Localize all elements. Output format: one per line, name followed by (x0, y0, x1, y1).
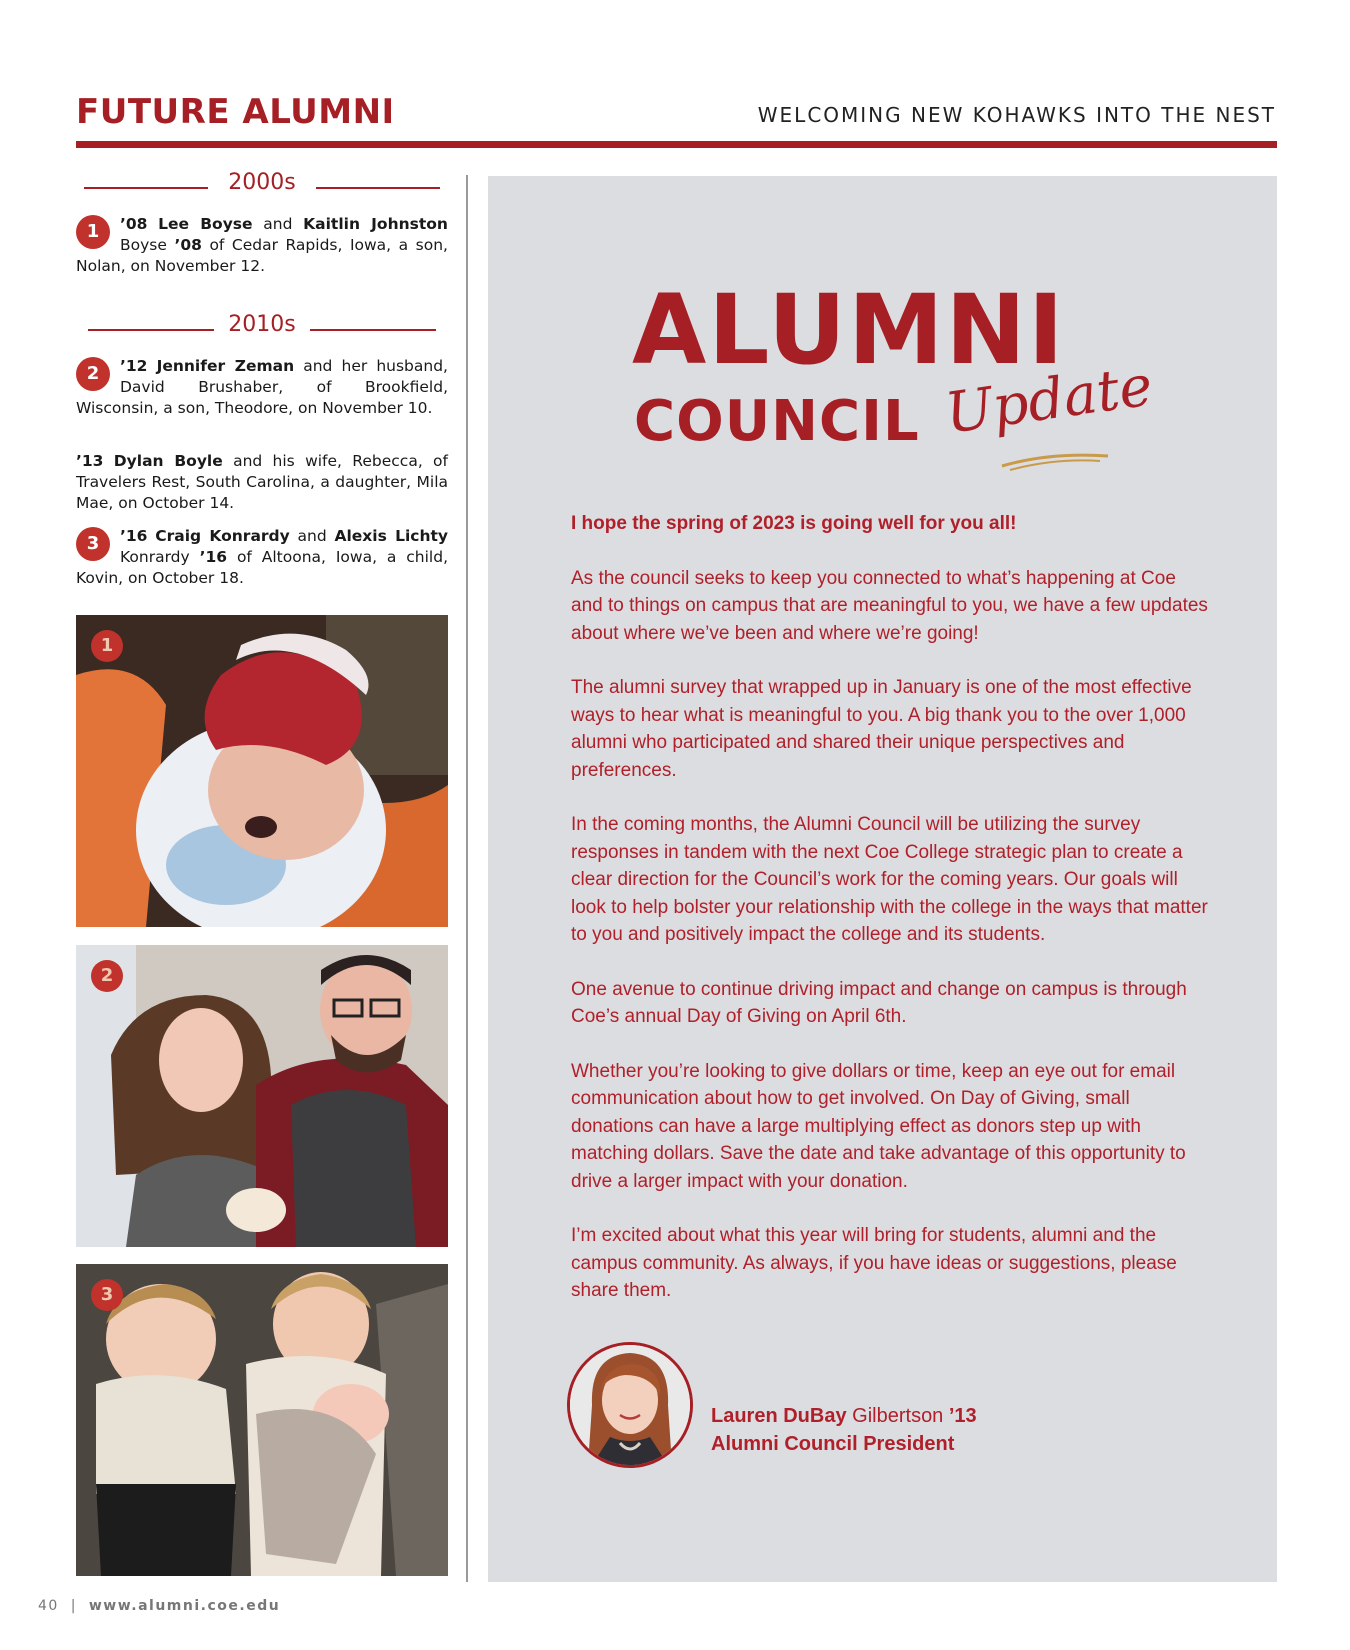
signature-first-name: Lauren DuBay (711, 1405, 847, 1427)
photo-newborn-1 (76, 615, 448, 927)
heading-council: COUNCIL (634, 389, 920, 454)
page-number: 40 (38, 1598, 59, 1614)
signature-block (711, 1402, 977, 1458)
decade-heading-2010s: 2010s (76, 312, 448, 337)
photo-newborn-2 (76, 945, 448, 1247)
letter-greeting: I hope the spring of 2023 is going well for you all! (571, 513, 1017, 534)
photo-number-badge: 3 (91, 1279, 123, 1311)
heading-update-script: Update (941, 353, 1157, 447)
footer-url[interactable]: www.alumni.coe.edu (88, 1598, 281, 1614)
announcement-entry: 3 ’16 Craig Konrardy and Alexis Lichty Konrardy ’16 of Altoona, Iowa, a child, Kovin, on October 18. (76, 527, 449, 587)
footer-separator: | (70, 1598, 77, 1614)
swash-underline-icon (1000, 448, 1110, 472)
heading-alumni: ALUMNI (632, 274, 1066, 386)
announcement-entry: 1 ’08 Lee Boyse and Kaitlin Johnston Boyse ’08 of Cedar Rapids, Iowa, a son, Nolan, on November 12. (76, 215, 448, 275)
letter-paragraph: In the coming months, the Alumni Council will be utilizing the survey responses in tandem with the next Coe College strategic plan to create a clear direction for the Council’s work for the coming years. Our goals will look to help bolster your relationship with the college in the ways that matter to you and positively impact the college and its students. (571, 814, 1208, 945)
letter-paragraph: As the council seeks to keep you connected to what’s happening at Coe and to things on campus that are meaningful to you, we have a few updates about where we’ve been and where we’re going! (571, 567, 1208, 644)
signature-last-name: Gilbertson (852, 1405, 944, 1427)
signature-class-year: ’13 (948, 1405, 977, 1427)
number-badge: 1 (76, 215, 110, 249)
letter-paragraph: One avenue to continue driving impact and change on campus is through Coe’s annual Day of Giving on April 6th. (571, 978, 1187, 1027)
number-badge: 2 (76, 357, 110, 391)
signature-role: Alumni Council President (711, 1433, 955, 1455)
section-tagline: WELCOMING NEW KOHAWKS INTO THE NEST (757, 103, 1276, 127)
portrait-illustration (570, 1345, 690, 1465)
family-photo-illustration (76, 945, 448, 1247)
column-divider (466, 175, 468, 1582)
page-footer (38, 1598, 280, 1614)
number-badge: 3 (76, 527, 110, 561)
header-rule (76, 141, 1277, 148)
siblings-photo-illustration (76, 1264, 448, 1576)
photo-number-badge: 2 (91, 960, 123, 992)
decade-heading-2000s: 2000s (76, 170, 448, 195)
letter-paragraph: I’m excited about what this year will bring for students, alumni and the campus community. As always, if you have ideas or suggestions, please share them. (571, 1225, 1177, 1301)
announcement-entry: 2 ’12 Jennifer Zeman and her husband, David Brushaber, of Brookfield, Wisconsin, a son, Theodore, on November 10. (76, 357, 448, 417)
newborn-photo-illustration (76, 615, 448, 927)
announcement-entry: ’13 Dylan Boyle and his wife, Rebecca, of Travelers Rest, South Carolina, a daughter, Mila Mae, on October 14. (76, 452, 448, 512)
council-letter (571, 510, 1211, 1332)
photo-number-badge: 1 (91, 630, 123, 662)
photo-newborn-3 (76, 1264, 448, 1576)
letter-paragraph: The alumni survey that wrapped up in January is one of the most effective ways to hear what is meaningful to you. A big thank you to the over 1,000 alumni who participated and shared their unique perspectives and preferences. (571, 677, 1192, 781)
president-portrait (567, 1342, 693, 1468)
letter-paragraph: Whether you’re looking to give dollars or time, keep an eye out for email communication about how to get involved. On Day of Giving, small donations can have a large multiplying effect as donors step up with matching dollars. Save the date and take advantage of this opportunity to drive a larger impact with your donation. (571, 1060, 1186, 1192)
section-title: FUTURE ALUMNI (76, 92, 395, 132)
